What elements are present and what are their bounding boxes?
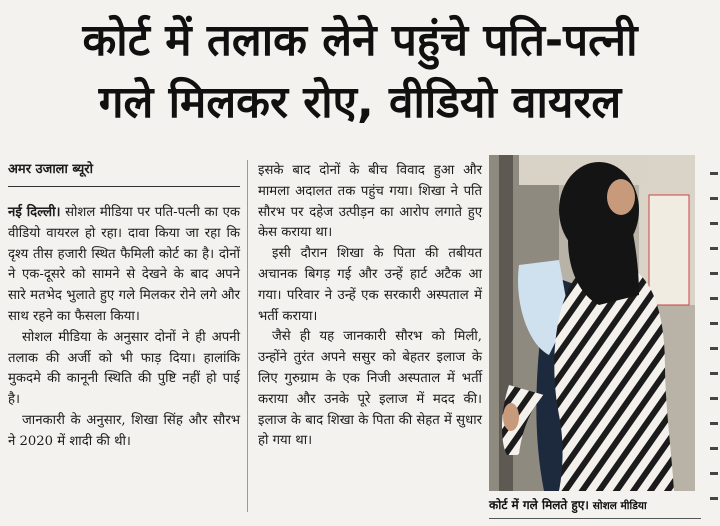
headline [0, 10, 720, 134]
adjacent-column-edge [704, 150, 720, 526]
paragraph-5: इसी दौरान शिखा के पिता की तबीयत अचानक बिगड़ गई और उन्हें हार्ट अटैक आ गया। परिवार ने उन्हें एक सरकारी अस्पताल में भर्ती कराया। [258, 246, 482, 324]
column-divider [247, 160, 248, 512]
paragraph-6: जैसे ही यह जानकारी सौरभ को मिली, उन्होंने तुरंत अपने ससुर को बेहतर इलाज के लिए गुरुग्राम के एक निजी अस्पताल में भर्ती कराया और उनके पूरे इलाज में मदद की। इलाज के बाद शिखा के पिता की सेहत में सुधार हो गया था। [258, 329, 482, 449]
paragraph-3: जानकारी के अनुसार, शिखा सिंह और सौरभ ने 2020 में शादी की थी। [8, 412, 240, 449]
paragraph-1-text: सोशल मीडिया पर पति-पत्नी का एक वीडियो वायरल हो रहा। दावा किया जा रहा कि दृश्य तीस हजारी स्थित फैमिली कोर्ट का है। दोनों ने एक-दूसरे को सामने से देखने के बाद अपने सारे मतभेद भुलाते हुए गले मिलकर रोने लगे और साथ रहने का फैसला किया। [8, 205, 240, 324]
photo-caption [489, 493, 701, 517]
hugging-couple-image [489, 155, 695, 491]
caption-underline [489, 518, 701, 519]
paragraph-1 [8, 203, 240, 328]
paragraph-4: इसके बाद दोनों के बीच विवाद हुआ और मामला अदालत तक पहुंच गया। शिखा ने पति सौरभ पर दहेज उत्पीड़न का आरोप लगाते हुए केस कराया था। [258, 163, 482, 241]
caption-text: कोर्ट में गले मिलते हुए। [489, 498, 589, 512]
headline-line-2: गले मिलकर रोए, वीडियो वायरल [98, 77, 622, 128]
article-column-2 [258, 161, 482, 452]
byline: अमर उजाला ब्यूरो [8, 160, 240, 187]
caption-credit: सोशल मीडिया [592, 500, 647, 512]
dateline: नई दिल्ली। [8, 205, 61, 220]
news-photo [489, 155, 695, 491]
headline-line-1: कोर्ट में तलाक लेने पहुंचे पति-पत्नी [82, 15, 638, 66]
article-column-1 [8, 160, 240, 453]
paragraph-2: सोशल मीडिया के अनुसार दोनों ने ही अपनी तलाक की अर्जी को भी फाड़ दिया। हालांकि मुकदमे की कानूनी स्थिति की पुष्टि नहीं हो पाई है। [8, 329, 240, 408]
